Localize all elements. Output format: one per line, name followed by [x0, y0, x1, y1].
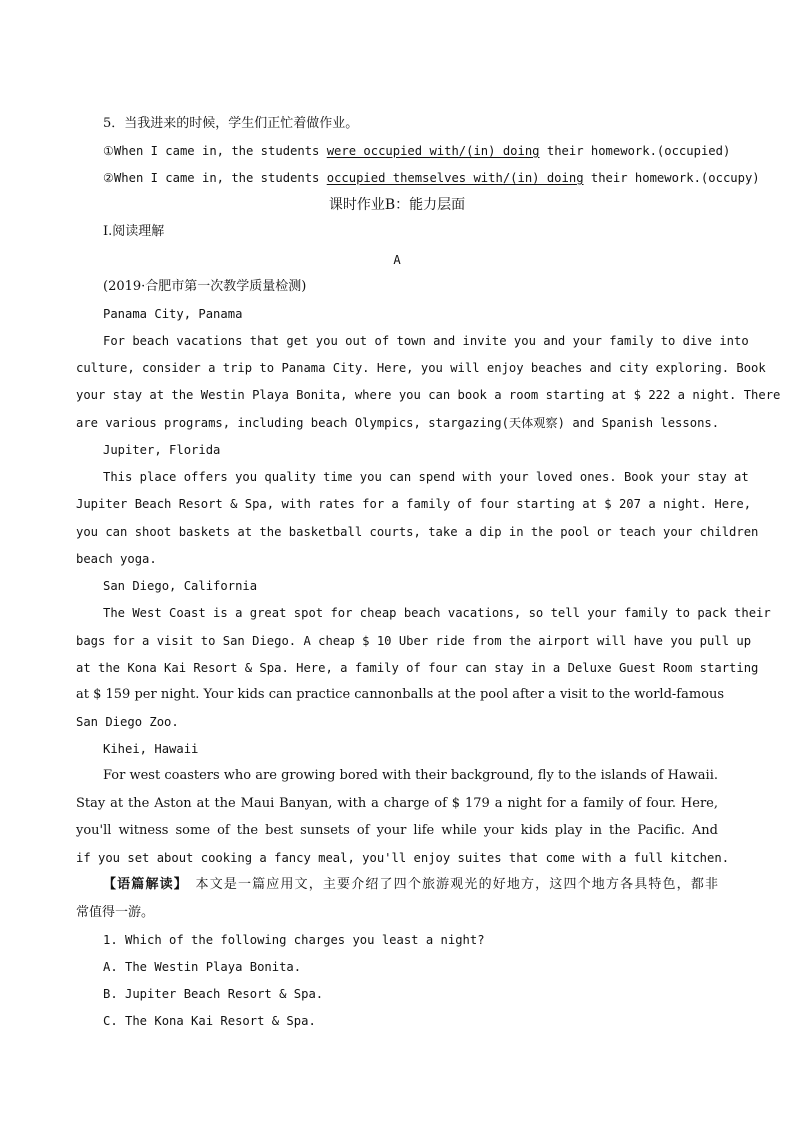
section-title: 课时作业B：能力层面 — [328, 197, 466, 213]
place-heading-jupiter: Jupiter, Florida — [103, 443, 221, 457]
q5-sentence-1 — [103, 142, 731, 160]
question-1-option-a: A. The Westin Playa Bonita. — [103, 960, 302, 974]
passage-line: if you set about cooking a fancy meal, you'll enjoy suites that come with a full kitchen. — [76, 851, 730, 865]
passage-line: are various programs, including beach Olympics, stargazing(天体观察) and Spanish lessons. — [76, 416, 720, 430]
analysis-line-2: 常值得一游。 — [76, 905, 155, 920]
question-1-stem: 1. Which of the following charges you least a night? — [103, 933, 485, 947]
passage-line: you can shoot baskets at the basketball courts, take a dip in the pool or teach your children — [76, 525, 759, 539]
passage-line: beach yoga. — [76, 552, 157, 566]
passage-line: Jupiter Beach Resort & Spa, with rates for a family of four starting at $ 207 a night. Here, — [76, 497, 752, 511]
passage-line: culture, consider a trip to Panama City. Here, you will enjoy beaches and city exploring. Book — [76, 361, 766, 375]
passage-line: Stay at the Aston at the Maui Banyan, with a charge of $ 179 a night for a family of four. Here, — [76, 796, 718, 811]
q5-s1-answer: were occupied with/(in) doing — [326, 144, 540, 158]
analysis-text-1: 本文是一篇应用文，主要介绍了四个旅游观光的好地方，这四个地方各具特色，都非 — [181, 877, 718, 892]
passage-line: San Diego Zoo. — [76, 715, 179, 729]
analysis-label: 【语篇解读】 — [103, 877, 182, 892]
passage-line: at the Kona Kai Resort & Spa. Here, a family of four can stay in a Deluxe Guest Room starting — [76, 661, 759, 675]
passage-line: For beach vacations that get you out of town and invite you and your family to dive into — [103, 334, 749, 348]
place-heading-kihei: Kihei, Hawaii — [103, 742, 199, 756]
passage-source: (2019·合肥市第一次教学质量检测) — [103, 279, 307, 294]
passage-line: bags for a visit to San Diego. A cheap $ 10 Uber ride from the airport will have you pull up — [76, 634, 752, 648]
q5-s2-pre: ②When I came in, the students — [103, 171, 327, 185]
q5-s1-pre: ①When I came in, the students — [103, 144, 327, 158]
passage-line: The West Coast is a great spot for cheap beach vacations, so tell your family to pack their — [103, 606, 771, 620]
place-heading-san-diego: San Diego, California — [103, 579, 258, 593]
analysis-line-1 — [103, 876, 718, 894]
q5-sentence-2 — [103, 169, 760, 187]
passage-line: This place offers you quality time you can spend with your loved ones. Book your stay at — [103, 470, 749, 484]
place-heading-panama: Panama City, Panama — [103, 307, 243, 321]
question-1-option-c: C. The Kona Kai Resort & Spa. — [103, 1014, 316, 1028]
passage-line: you'll witness some of the best sunsets of your life while your kids play in the Pacific. And — [76, 823, 718, 838]
q5-s1-post: their homework.(occupied) — [539, 144, 731, 158]
passage-letter: A — [393, 253, 401, 267]
passage-line: For west coasters who are growing bored with their background, fly to the islands of Hawaii. — [103, 768, 718, 783]
question-1-option-b: B. Jupiter Beach Resort & Spa. — [103, 987, 324, 1001]
q5-s2-answer: occupied themselves with/(in) doing — [326, 171, 584, 185]
passage-line: at $ 159 per night. Your kids can practice cannonballs at the pool after a visit to the world-famous — [76, 687, 725, 702]
passage-line: your stay at the Westin Playa Bonita, where you can book a room starting at $ 222 a night. There — [76, 388, 781, 402]
q5-s2-post: their homework.(occupy) — [583, 171, 760, 185]
part-heading: Ⅰ.阅读理解 — [103, 224, 165, 239]
q5-prompt: 5．当我进来的时候，学生们正忙着做作业。 — [103, 116, 359, 131]
